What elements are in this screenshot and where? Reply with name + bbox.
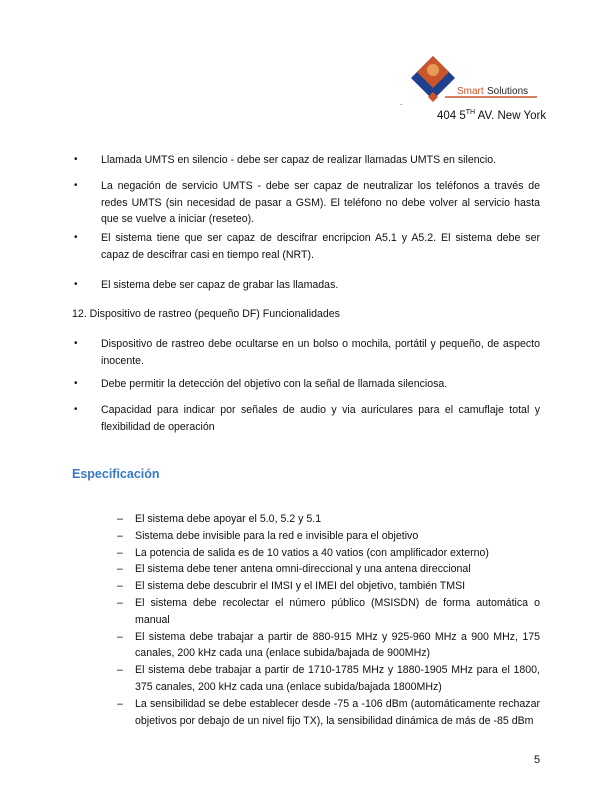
spec-row <box>117 561 540 578</box>
list-item-text: Capacidad para indicar por señales de audio y via auriculares para el camuflaje total y flexibilidad de operación <box>101 403 540 433</box>
address-text-post: AV. New York <box>475 110 547 122</box>
dash-bullet: – <box>117 529 123 542</box>
spec-row <box>117 545 540 562</box>
bullet: • <box>74 278 78 290</box>
spec-row <box>117 629 540 663</box>
list-item-text: El sistema debe ser capaz de grabar las llamadas. <box>101 278 339 291</box>
spec-list <box>117 511 540 729</box>
spec-row <box>117 528 540 545</box>
dash-bullet: – <box>117 563 123 576</box>
spec-row <box>117 595 540 629</box>
list-item-text: El sistema tiene que ser capaz de descifrar encripcion A5.1 y A5.2. El sistema debe ser capaz de descifrar casi en tiempo real (NRT). <box>101 232 540 261</box>
spec-item: El sistema debe descubrir el IMSI y el IMEI del objetivo, también TMSI <box>135 580 466 593</box>
address-text: 404 5 <box>437 110 466 122</box>
list-item <box>72 376 540 393</box>
spec-row <box>117 662 540 696</box>
dash-bullet: – <box>117 697 123 710</box>
spec-item: Sistema debe invisible para la red e invisible para el objetivo <box>135 529 419 542</box>
spec-row <box>117 578 540 595</box>
list-item <box>72 277 540 294</box>
list-item-text: La negación de servicio UMTS - debe ser capaz de neutralizar los teléfonos a través de redes UMTS (sin necesidad de pasar a GSM). El teléfono no debe volver al servicio hasta que se vuelve a iniciar (reseteo). <box>101 179 540 226</box>
spec-row <box>117 511 540 528</box>
spec-item: La sensibilidad se debe establecer desde -75 a -106 dBm (automáticamente rechazar objetivos por debajo de un nivel fijo TX), la sensibilidad dinámica de más de -85 dBm <box>135 697 540 727</box>
bullet: • <box>74 154 78 165</box>
bullet: • <box>74 179 78 191</box>
list-item <box>72 230 540 264</box>
list-item-text: Debe permitir la detección del objetivo con la señal de llamada silenciosa. <box>101 377 448 390</box>
spec-row <box>117 696 540 730</box>
dash-bullet: – <box>117 664 123 677</box>
spec-item: El sistema debe apoyar el 5.0, 5.2 y 5.1 <box>135 513 322 525</box>
spec-item: El sistema debe trabajar a partir de 1710-1785 MHz y 1880-1905 MHz para el 1800, 375 canales, 200 kHz cada una (enlace subida/bajada 1800MHz) <box>135 664 540 693</box>
svg-text:Solutions: Solutions <box>487 86 529 97</box>
list-item <box>72 402 540 436</box>
dot-mark: . <box>400 98 403 107</box>
dash-bullet: – <box>117 546 123 559</box>
company-logo <box>405 54 540 104</box>
bullet: • <box>74 403 78 415</box>
bullet: • <box>74 338 78 350</box>
dash-bullet: – <box>117 596 123 609</box>
spec-item: El sistema debe recolectar el número público (MSISDN) de forma automática o manual <box>135 596 540 626</box>
spec-item: El sistema debe trabajar a partir de 880-915 MHz y 925-960 MHz a 900 MHz, 175 canales, 200 kHz cada una (enlace subida/bajada de 900MHz) <box>135 630 540 660</box>
section-heading-12: 12. Dispositivo de rastreo (pequeño DF) Funcionalidades <box>72 307 340 320</box>
dash-bullet: – <box>117 580 123 593</box>
address <box>437 110 546 122</box>
page-number: 5 <box>534 754 541 766</box>
section-heading: Especificación <box>72 467 160 482</box>
dash-bullet: – <box>117 513 123 525</box>
list-item <box>72 336 540 370</box>
list-item <box>72 178 540 228</box>
svg-text:Smart: Smart <box>457 86 484 97</box>
bullet: • <box>74 232 78 244</box>
list-item-text: Llamada UMTS en silencio - debe ser capaz de realizar llamadas UMTS en silencio. <box>101 154 497 166</box>
bullet: • <box>74 377 78 389</box>
bullet-list-1 <box>72 152 540 483</box>
list-item <box>72 152 540 169</box>
list-item-text: Dispositivo de rastreo debe ocultarse en un bolso o mochila, portátil y pequeño, de aspecto inocente. <box>101 338 540 368</box>
spec-item: La potencia de salida es de 10 vatios a 40 vatios (con amplificador externo) <box>135 546 489 559</box>
dash-bullet: – <box>117 630 123 643</box>
spec-item: El sistema debe tener antena omni-direccional y una antena direccional <box>135 563 471 576</box>
address-sup: TH <box>465 109 476 117</box>
